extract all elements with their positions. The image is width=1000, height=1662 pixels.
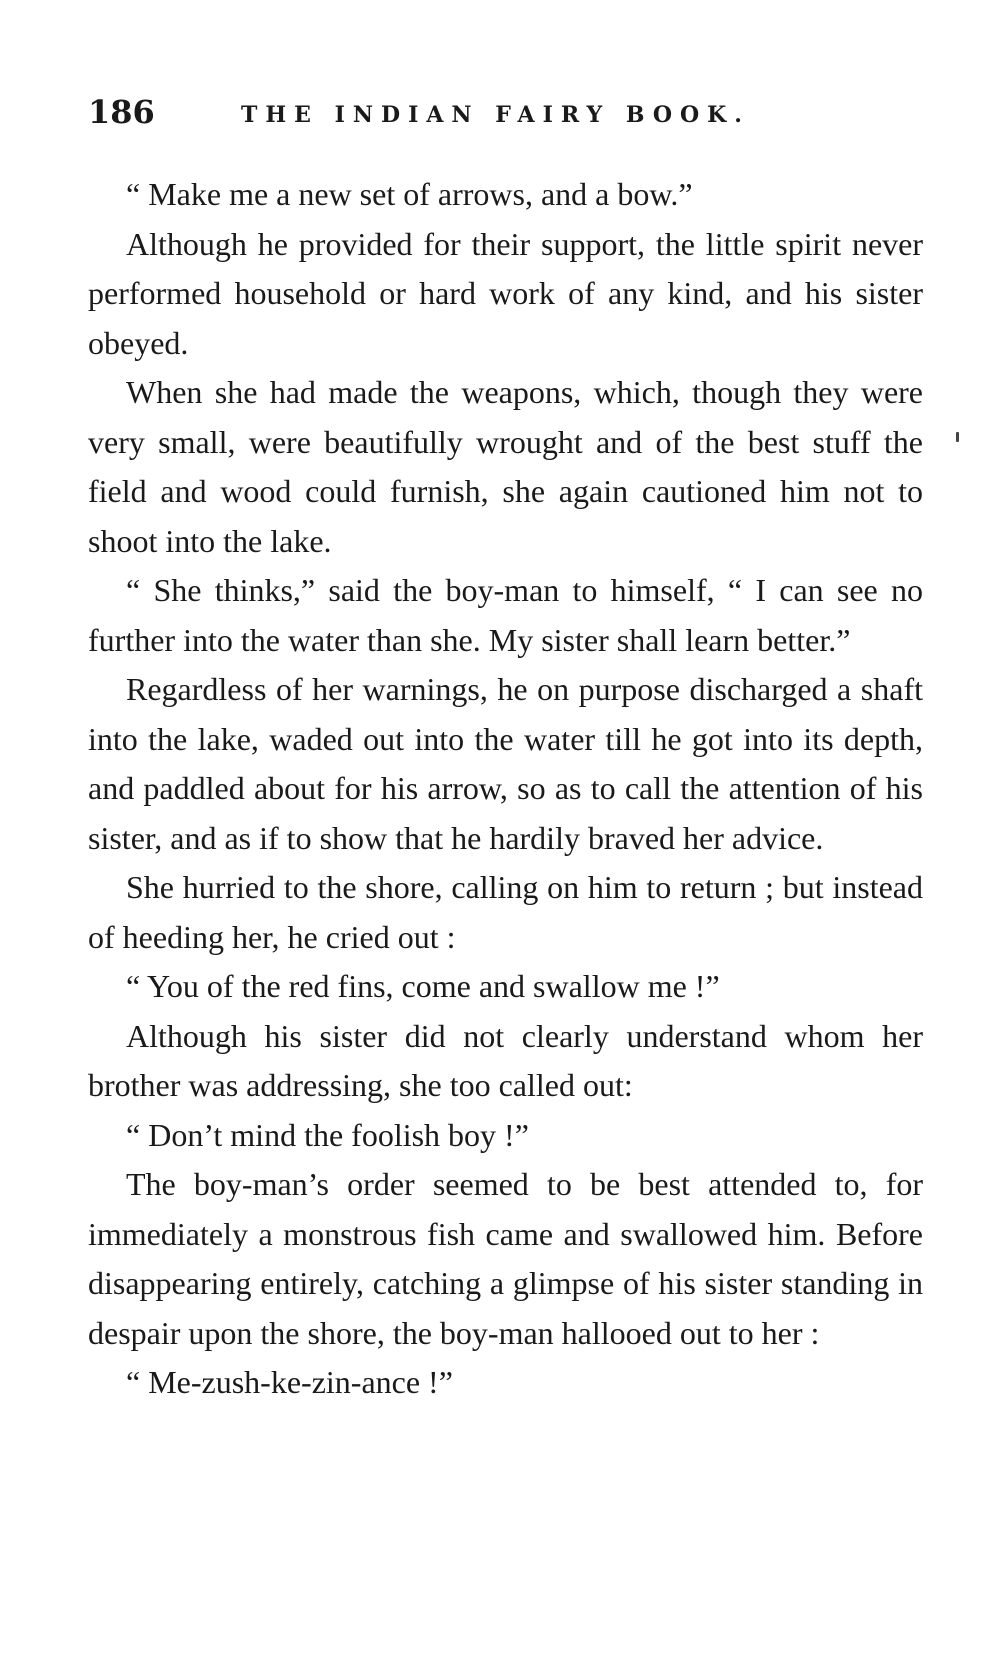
paragraph: Regardless of her warnings, he on purpose discharged a shaft into the lake, waded out into the water till he got into its depth, and paddled about for his arrow, so as to call the attention of his sister, and as if to show that he hardily braved her advice. <box>88 671 923 856</box>
print-speck <box>956 432 959 442</box>
paragraph: “ Me-zush-ke-zin-ance !” <box>126 1364 453 1400</box>
running-title: THE INDIAN FAIRY BOOK. <box>241 102 750 128</box>
paragraph: Although his sister did not clearly understand whom her brother was addressing, she too called out: <box>88 1017 923 1103</box>
paragraph: “ She thinks,” said the boy-man to himself, “ I can see no further into the water than she. My sister shall learn better.” <box>88 572 923 658</box>
body-text <box>88 170 923 1408</box>
paragraph: Although he provided for their support, the little spirit never performed household or hard work of any kind, and his sister obeyed. <box>88 225 923 361</box>
paragraph: “ Make me a new set of arrows, and a bow.” <box>126 176 693 212</box>
paragraph: “ Don’t mind the foolish boy !” <box>126 1116 529 1153</box>
paragraph: The boy-man’s order seemed to be best attended to, for immediately a monstrous fish came and swallowed him. Before disappearing entirely, catching a glimpse of his sister standing in despair upon the shore, the boy-man hallooed out to her : <box>88 1166 923 1351</box>
paragraph: When she had made the weapons, which, though they were very small, were beautifully wrought and of the best stuff the field and wood could furnish, she again cautioned him not to shoot into the lake. <box>88 374 923 559</box>
paragraph: “ You of the red fins, come and swallow me !” <box>126 968 720 1004</box>
page-number: 186 <box>88 93 155 131</box>
paragraph: She hurried to the shore, calling on him to return ; but instead of heeding her, he cried out : <box>88 869 923 955</box>
page-header <box>88 92 918 142</box>
